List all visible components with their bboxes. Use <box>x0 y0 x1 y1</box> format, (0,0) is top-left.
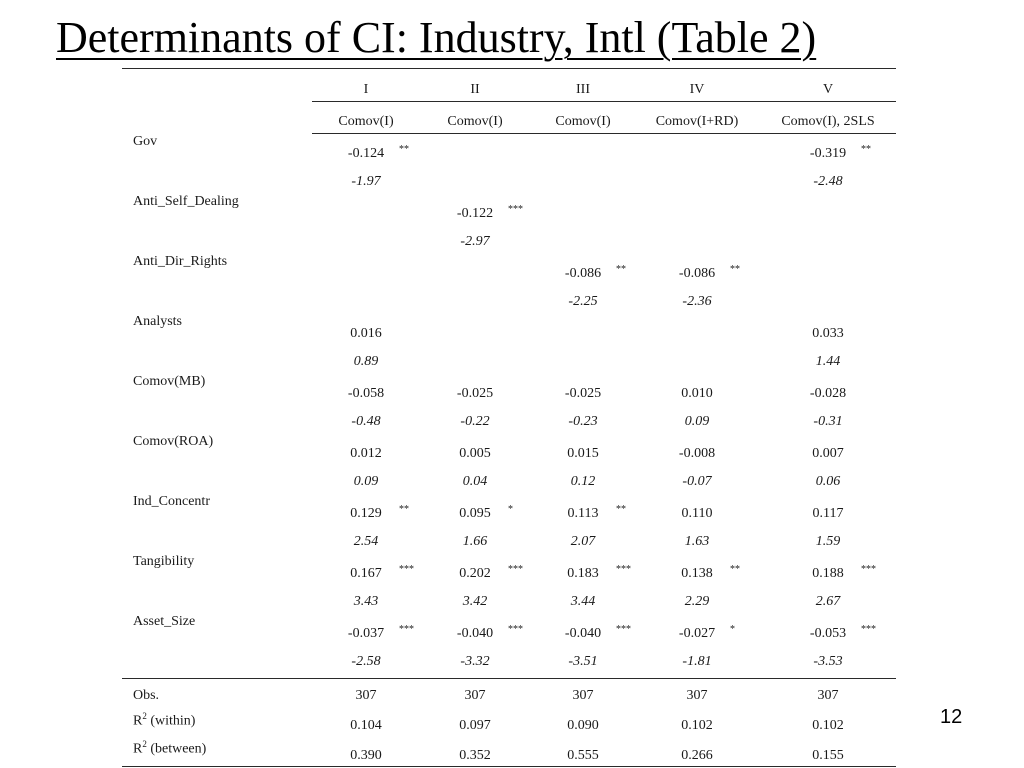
stat-label <box>133 736 206 758</box>
tstat-value: 0.89 <box>353 354 379 369</box>
tstat-value: 2.29 <box>684 594 710 609</box>
stat-value: 0.555 <box>567 748 599 763</box>
page-number: 12 <box>940 706 963 728</box>
tstat-value: 0.09 <box>353 474 379 489</box>
tstat-value: 2.67 <box>815 594 841 609</box>
significance-stars: *** <box>861 564 876 575</box>
tstat-value: -2.36 <box>682 294 712 309</box>
tstat-value: 0.12 <box>570 474 596 489</box>
table-body-rule <box>122 678 896 679</box>
significance-stars: * <box>508 504 513 515</box>
coefficient-value: 0.005 <box>459 446 491 461</box>
coefficient-value: 0.183 <box>567 566 599 581</box>
coefficient-value: 0.113 <box>567 506 599 521</box>
stat-label-text: Obs. <box>133 688 160 703</box>
stat-label <box>133 688 159 704</box>
stat-label-suffix: (within) <box>146 713 196 729</box>
stat-value: 307 <box>572 688 594 703</box>
tstat-value: -3.32 <box>460 654 490 669</box>
slide-title: Determinants of CI: Industry, Intl (Table 2) <box>56 13 817 62</box>
coefficient-value: 0.015 <box>567 446 599 461</box>
tstat-value: 1.66 <box>462 534 488 549</box>
tstat-value: -2.97 <box>460 234 490 249</box>
coefficient-value: 0.117 <box>812 506 844 521</box>
tstat-value: 3.42 <box>462 594 488 609</box>
tstat-value: -0.07 <box>682 474 712 489</box>
variable-label: Ind_Concentr <box>133 494 210 509</box>
coefficient-value: -0.319 <box>809 146 847 161</box>
variable-label: Comov(ROA) <box>133 434 214 449</box>
coefficient-value: -0.008 <box>678 446 716 461</box>
significance-stars: ** <box>399 504 409 515</box>
coefficient-value: -0.122 <box>456 206 494 221</box>
tstat-value: -0.48 <box>351 414 381 429</box>
coefficient-value: 0.016 <box>350 326 382 341</box>
coefficient-value: -0.028 <box>809 386 847 401</box>
coefficient-value: 0.095 <box>459 506 491 521</box>
variable-label: Anti_Self_Dealing <box>133 194 239 209</box>
tstat-value: -0.22 <box>460 414 490 429</box>
coefficient-value: -0.058 <box>347 386 385 401</box>
coefficient-value: -0.027 <box>678 626 716 641</box>
table-model-rule <box>312 133 896 134</box>
column-model-label: Comov(I), 2SLS <box>781 114 875 129</box>
tstat-value: 0.04 <box>462 474 488 489</box>
tstat-value: -2.25 <box>568 294 598 309</box>
coefficient-value: 0.167 <box>350 566 382 581</box>
coefficient-value: 0.129 <box>350 506 382 521</box>
column-header: III <box>576 82 590 97</box>
table-header-rule <box>312 101 896 102</box>
coefficient-value: -0.037 <box>347 626 385 641</box>
significance-stars: ** <box>616 264 626 275</box>
tstat-value: -2.58 <box>351 654 381 669</box>
column-header: I <box>363 82 369 97</box>
coefficient-value: -0.086 <box>564 266 602 281</box>
stat-value: 0.390 <box>350 748 382 763</box>
variable-label: Gov <box>133 134 158 149</box>
column-model-label: Comov(I+RD) <box>655 114 739 129</box>
stat-label <box>133 708 195 730</box>
coefficient-value: 0.010 <box>681 386 713 401</box>
tstat-value: 3.43 <box>353 594 379 609</box>
coefficient-value: 0.202 <box>459 566 491 581</box>
significance-stars: *** <box>508 624 523 635</box>
column-model-label: Comov(I) <box>555 114 611 129</box>
regression-table <box>122 0 896 768</box>
significance-stars: ** <box>861 144 871 155</box>
table-bottom-rule <box>122 766 896 767</box>
significance-stars: * <box>730 624 735 635</box>
tstat-value: -0.23 <box>568 414 598 429</box>
significance-stars: ** <box>730 264 740 275</box>
stat-value: 0.090 <box>567 718 599 733</box>
column-header: II <box>470 82 480 97</box>
tstat-value: -3.53 <box>813 654 843 669</box>
tstat-value: 2.07 <box>570 534 596 549</box>
column-header: V <box>822 82 834 97</box>
stat-value: 0.352 <box>459 748 491 763</box>
stat-value: 0.102 <box>812 718 844 733</box>
tstat-value: 1.59 <box>815 534 841 549</box>
coefficient-value: 0.138 <box>681 566 713 581</box>
coefficient-value: 0.188 <box>812 566 844 581</box>
tstat-value: -3.51 <box>568 654 598 669</box>
tstat-value: 0.06 <box>815 474 841 489</box>
column-model-label: Comov(I) <box>447 114 503 129</box>
coefficient-value: -0.025 <box>456 386 494 401</box>
stat-value: 307 <box>817 688 839 703</box>
tstat-value: 2.54 <box>353 534 379 549</box>
significance-stars: ** <box>730 564 740 575</box>
tstat-value: -1.81 <box>682 654 712 669</box>
significance-stars: *** <box>508 204 523 215</box>
stat-value: 307 <box>355 688 377 703</box>
coefficient-value: 0.007 <box>812 446 844 461</box>
stat-value: 307 <box>464 688 486 703</box>
significance-stars: ** <box>399 144 409 155</box>
coefficient-value: 0.012 <box>350 446 382 461</box>
significance-stars: *** <box>616 624 631 635</box>
coefficient-value: -0.040 <box>564 626 602 641</box>
tstat-value: -0.31 <box>813 414 843 429</box>
stat-label-superscript: 2 <box>142 711 147 721</box>
significance-stars: ** <box>616 504 626 515</box>
coefficient-value: -0.040 <box>456 626 494 641</box>
coefficient-value: -0.086 <box>678 266 716 281</box>
tstat-value: 3.44 <box>570 594 596 609</box>
coefficient-value: -0.025 <box>564 386 602 401</box>
tstat-value: -1.97 <box>351 174 381 189</box>
stat-value: 0.104 <box>350 718 382 733</box>
coefficient-value: -0.124 <box>347 146 385 161</box>
variable-label: Anti_Dir_Rights <box>133 254 228 269</box>
variable-label: Asset_Size <box>133 614 196 629</box>
stat-label-text: R <box>133 741 143 757</box>
coefficient-value: 0.110 <box>681 506 713 521</box>
significance-stars: *** <box>616 564 631 575</box>
significance-stars: *** <box>508 564 523 575</box>
stat-value: 0.155 <box>812 748 844 763</box>
significance-stars: *** <box>399 624 414 635</box>
coefficient-value: -0.053 <box>809 626 847 641</box>
stat-value: 0.097 <box>459 718 491 733</box>
tstat-value: 1.63 <box>684 534 710 549</box>
variable-label: Tangibility <box>133 554 195 569</box>
column-model-label: Comov(I) <box>338 114 394 129</box>
tstat-value: 0.09 <box>684 414 710 429</box>
stat-value: 0.266 <box>681 748 713 763</box>
coefficient-value: 0.033 <box>812 326 844 341</box>
stat-label-superscript: 2 <box>142 739 147 749</box>
significance-stars: *** <box>861 624 876 635</box>
tstat-value: -2.48 <box>813 174 843 189</box>
table-top-rule <box>122 68 896 69</box>
variable-label: Comov(MB) <box>133 374 206 389</box>
stat-label-text: R <box>133 713 143 729</box>
variable-label: Analysts <box>133 314 182 329</box>
tstat-value: 1.44 <box>815 354 841 369</box>
stat-label-suffix: (between) <box>146 741 207 757</box>
stat-value: 307 <box>686 688 708 703</box>
significance-stars: *** <box>399 564 414 575</box>
column-header: IV <box>689 82 705 97</box>
stat-value: 0.102 <box>681 718 713 733</box>
